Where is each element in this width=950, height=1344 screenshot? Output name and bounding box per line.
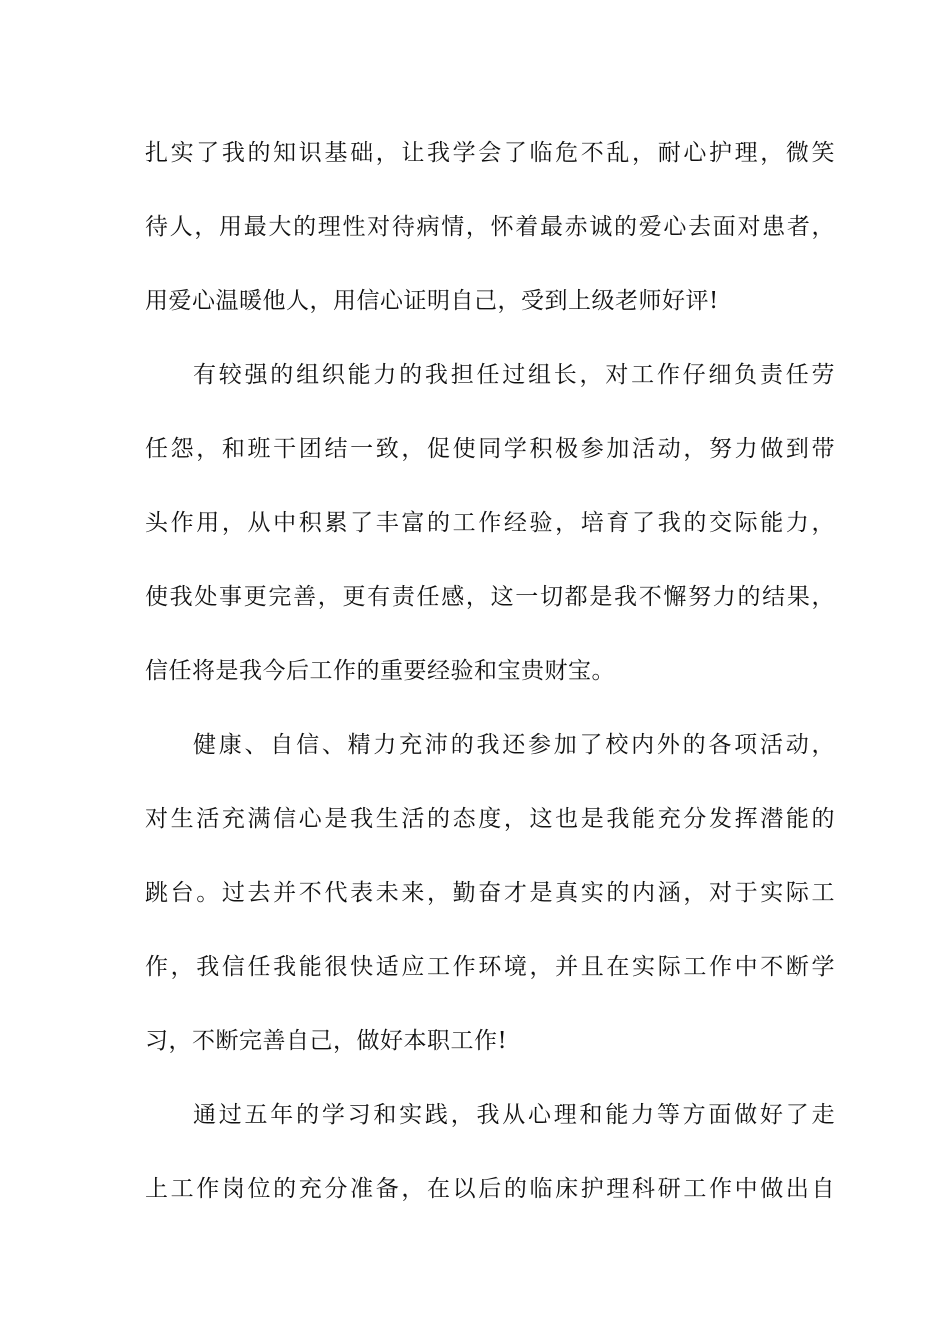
paragraph-line: 任怨，和班干团结一致，促使同学积极参加活动，努力做到带	[145, 436, 835, 462]
paragraph-first-line: 有较强的组织能力的我担任过组长，对工作仔细负责任劳	[193, 362, 835, 388]
paragraph-line: 待人，用最大的理性对待病情，怀着最赤诚的爱心去面对患者，	[145, 214, 835, 240]
paragraph-line: 信任将是我今后工作的重要经验和宝贵财宝。	[145, 658, 615, 684]
paragraph-line: 作，我信任我能很快适应工作环境，并且在实际工作中不断学	[145, 954, 835, 980]
paragraph-first-line: 通过五年的学习和实践，我从心理和能力等方面做好了走	[193, 1102, 835, 1128]
paragraph-line: 上工作岗位的充分准备，在以后的临床护理科研工作中做出自	[145, 1176, 835, 1202]
paragraph-line: 对生活充满信心是我生活的态度，这也是我能充分发挥潜能的	[145, 806, 835, 832]
paragraph-line: 习，不断完善自己，做好本职工作!	[145, 1028, 508, 1054]
paragraph-line: 使我处事更完善，更有责任感，这一切都是我不懈努力的结果，	[145, 584, 835, 610]
paragraph-first-line: 健康、自信、精力充沛的我还参加了校内外的各项活动，	[193, 732, 835, 758]
paragraph-line: 用爱心温暖他人，用信心证明自己，受到上级老师好评!	[145, 288, 719, 314]
paragraph-line: 扎实了我的知识基础，让我学会了临危不乱，耐心护理，微笑	[145, 140, 835, 166]
paragraph-line: 跳台。过去并不代表未来，勤奋才是真实的内涵，对于实际工	[145, 880, 835, 906]
paragraph-line: 头作用，从中积累了丰富的工作经验，培育了我的交际能力，	[145, 510, 835, 536]
